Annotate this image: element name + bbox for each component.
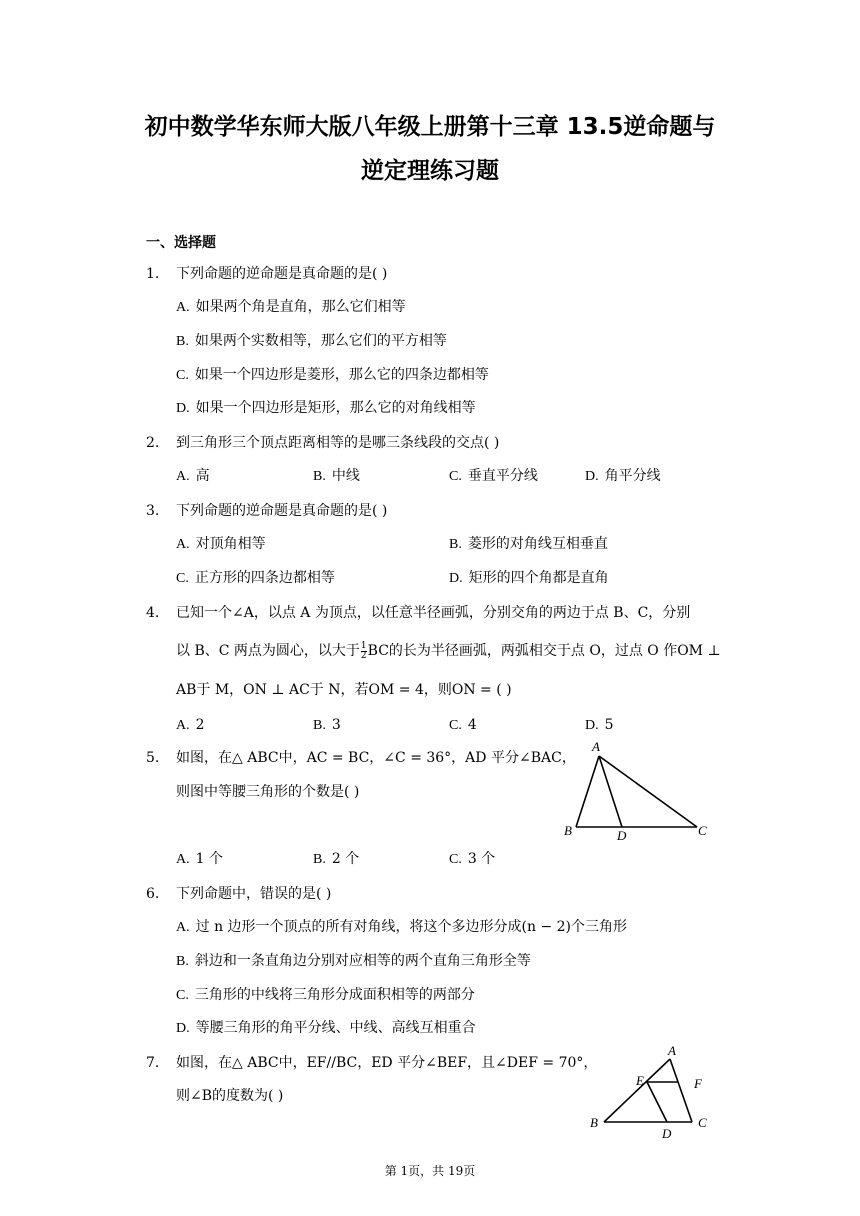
question-4-line-2: 以 B、C 两点为圆心，以大于 $\frac{1}{2}$ BC的长为半径画弧，两弧相交于点 O，过点 O 作OM ⊥ [176, 640, 721, 661]
question-6-option-c[interactable]: C. 三角形的中线将三角形分成面积相等的两部分 [176, 987, 475, 1003]
question-3-text: 下列命题的逆命题是真命题的是( ) [176, 503, 388, 519]
question-7-number: 7. [146, 1055, 160, 1071]
page-footer: 第 1页，共 19页 [384, 1164, 476, 1178]
label-b: B [564, 823, 572, 838]
question-4-line-1: 已知一个∠A，以点 A 为顶点，以任意半径画弧，分别交角的两边于点 B、C，分别 [176, 605, 691, 621]
label-a: A [668, 1043, 676, 1058]
question-1-option-a[interactable]: A. 如果两个角是直角，那么它们相等 [176, 299, 406, 315]
question-5-option-b[interactable]: B. 2 个 [313, 851, 360, 867]
label-c: C [698, 1115, 707, 1130]
question-2-number: 2. [146, 435, 160, 451]
label-d: D [617, 828, 627, 843]
label-d: D [662, 1126, 672, 1141]
label-e: E [636, 1073, 644, 1088]
section-title: 一、选择题 [146, 235, 216, 251]
question-1-text: 下列命题的逆命题是真命题的是( ) [176, 266, 388, 282]
segment-ab [604, 1059, 670, 1122]
label-f: F [694, 1076, 702, 1091]
question-2-option-d[interactable]: D. 角平分线 [585, 468, 661, 484]
question-5-line-1: 如图，在△ ABC中，AC = BC，∠C = 36°，AD 平分∠BAC， [176, 750, 576, 766]
question-7-line-2: 则∠B的度数为( ) [176, 1088, 284, 1104]
question-5-option-a[interactable]: A. 1 个 [176, 851, 223, 867]
question-1-option-b[interactable]: B. 如果两个实数相等，那么它们的平方相等 [176, 333, 447, 349]
question-1-number: 1. [146, 266, 160, 282]
question-5-line-2: 则图中等腰三角形的个数是( ) [176, 784, 360, 800]
question-6-number: 6. [146, 886, 160, 902]
question-7-line-1: 如图，在△ ABC中，EF//BC，ED 平分∠BEF，且∠DEF = 70°， [176, 1055, 598, 1071]
question-3-number: 3. [146, 503, 160, 519]
question-1-option-d[interactable]: D. 如果一个四边形是矩形，那么它的对角线相等 [176, 400, 476, 416]
question-3-option-c[interactable]: C. 正方形的四条边都相等 [176, 570, 335, 586]
question-4-option-d[interactable]: D. 5 [585, 717, 614, 733]
question-2-option-a[interactable]: A. 高 [176, 468, 210, 484]
question-5-option-c[interactable]: C. 3 个 [449, 851, 496, 867]
question-3-option-a[interactable]: A. 对顶角相等 [176, 536, 266, 552]
segment-ad [599, 756, 622, 827]
question-3-option-b[interactable]: B. 菱形的对角线互相垂直 [449, 536, 608, 552]
segment-ac [670, 1059, 692, 1122]
label-b: B [590, 1115, 598, 1130]
question-2-text: 到三角形三个顶点距离相等的是哪三条线段的交点( ) [176, 435, 500, 451]
question-4-option-c[interactable]: C. 4 [449, 717, 477, 733]
question-2-option-c[interactable]: C. 垂直平分线 [449, 468, 538, 484]
segment-ed [647, 1082, 667, 1122]
question-3-option-d[interactable]: D. 矩形的四个角都是直角 [449, 570, 609, 586]
segment-ab [576, 756, 599, 827]
question-6-option-d[interactable]: D. 等腰三角形的角平分线、中线、高线互相重合 [176, 1020, 476, 1036]
page-title-line2: 逆定理练习题 [361, 158, 499, 184]
question-1-option-c[interactable]: C. 如果一个四边形是菱形，那么它的四条边都相等 [176, 367, 489, 383]
question-6-text: 下列命题中，错误的是( ) [176, 886, 332, 902]
question-4-option-b[interactable]: B. 3 [313, 717, 341, 733]
label-a: A [592, 739, 600, 754]
question-5-triangle-figure [556, 734, 726, 846]
question-6-option-a[interactable]: A. 过 n 边形一个顶点的所有对角线，将这个多边形分成(n − 2)个三角形 [176, 919, 628, 935]
question-2-option-b[interactable]: B. 中线 [313, 468, 360, 484]
question-7-triangle-figure [584, 1042, 724, 1144]
question-4-line-3: AB于 M，ON ⊥ AC于 N，若OM = 4，则ON = ( ) [176, 682, 512, 698]
page-title-line1: 初中数学华东师大版八年级上册第十三章 13.5逆命题与 [144, 114, 716, 140]
fraction-one-half: $\frac{1}{2}$ [360, 640, 367, 661]
question-4-option-a[interactable]: A. 2 [176, 717, 205, 733]
question-4-number: 4. [146, 605, 160, 621]
question-5-number: 5. [146, 750, 160, 766]
label-c: C [698, 823, 707, 838]
question-6-option-b[interactable]: B. 斜边和一条直角边分别对应相等的两个直角三角形全等 [176, 953, 531, 969]
segment-ac [599, 756, 697, 827]
